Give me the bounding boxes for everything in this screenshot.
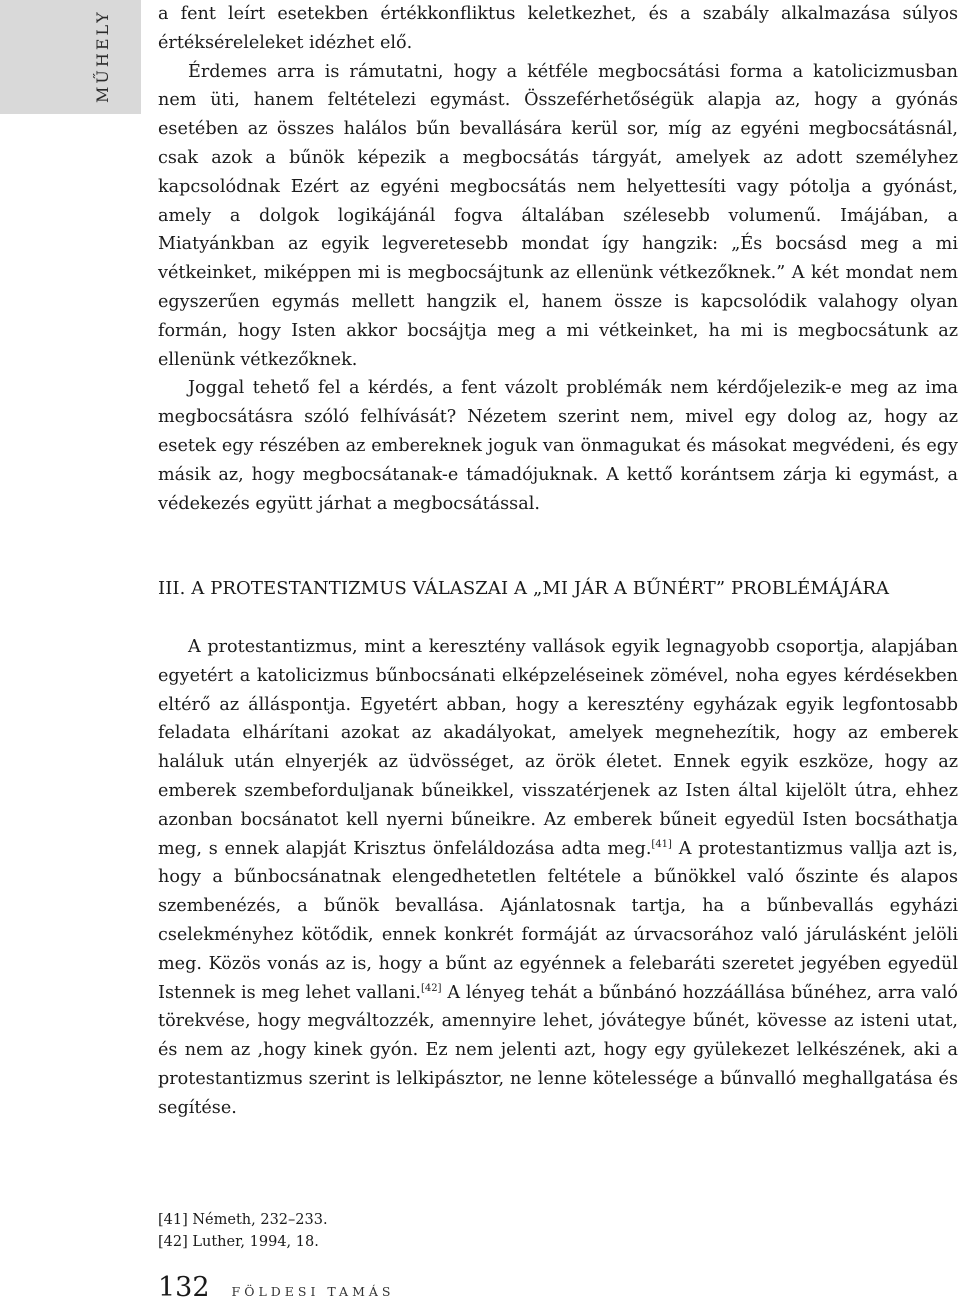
paragraph: Joggal tehető fel a kérdés, a fent vázolt problémák nem kérdőjelezik-e meg az ima megbocsátásra szóló felhívását? Nézetem szerint nem, mivel egy dolog az, hogy az esetek egy részében az embereknek joguk van önmagukat és másokat megvédeni, és egy másik az, hogy megbocsátanak-e támadójuknak. A kettő korántsem zárja ki egymást, a védekezés együtt járhat a megbocsátással. bbox=[158, 378, 958, 514]
footnote: [42] Luther, 1994, 18. bbox=[158, 1234, 319, 1250]
footnote-ref[interactable]: [41] bbox=[651, 838, 672, 850]
paragraph-text: A protestantizmus vallja azt is, hogy a bűnbocsánatnak elengedhetetlen feltétele a bűnökkel való őszinte és alapos szembenézés, a bűnök bevallása. Ajánlatosnak tartja, ha a bűnbevallás egyházi cselekményhez kötődik, ennek konkrét formáját az úrvacsorához való járulásként jelöli meg. Közös vonás az is, hogy a bűnt az egyénnek a felebaráti szeretet jegyében egyedül Istennek is meg lehet vallani. bbox=[158, 838, 958, 1003]
author-name: FÖLDESI TAMÁS bbox=[231, 1284, 395, 1299]
paragraph: a fent leírt esetekben értékkonfliktus keletkezhet, és a szabály alkalmazása súlyos értékséreleleket idézhet elő. bbox=[158, 4, 958, 53]
paragraph-text: A protestantizmus, mint a keresztény vallások egyik legnagyobb csoportja, alapjában egyetért a katolicizmus bűnbocsánati elképzeléseinek zömével, noha egyes kérdésekben eltérő az álláspontja. Egyetért abban, hogy a keresztény egyházak egyik legfontosabb feladata elhárítani azokat az akadályokat, amelyek megnehezítik, hogy az emberek haláluk után elnyerjék az üdvösséget, az örök életet. Ennek egyik eszköze, hogy az emberek szembeforduljanak bűneikkel, visszatérjenek az Isten által kijelölt útra, ehhez azonban bocsánatot kell nyerni bűneikre. Az emberek bűneit egyedül Isten bocsáthatja meg, s ennek alapját Krisztus önfeláldozása adta meg. bbox=[158, 637, 958, 859]
page-footer bbox=[158, 1272, 394, 1306]
section-tab bbox=[0, 0, 141, 114]
footnotes bbox=[158, 1209, 758, 1253]
section-body bbox=[158, 633, 958, 1123]
paragraph-text: A lényeg tehát a bűnbánó hozzáállása bűnéhez, arra való törekvése, hogy megváltozzék, amennyire lehet, jóvátegye bűnét, kövesse az isteni utat, és nem az ,hogy kinek gyón. Ez nem jelenti azt, hogy egy gyülekezet lelkészének, aki a protestantizmus szerint is lelkipásztor, ne lenne kötelessége a bűnvalló meghallgatása és segítése. bbox=[158, 982, 958, 1118]
section-heading: III. A PROTESTANTIZMUS VÁLASZAI A „MI JÁR A BŰNÉRT” PROBLÉMÁJÁRA bbox=[158, 578, 890, 599]
paragraph: Érdemes arra is rámutatni, hogy a kétféle megbocsátási forma a katolicizmusban nem üti, hanem feltételezi egymást. Összeférhetőségük alapja az, hogy a gyónás esetében az összes halálos bűn bevallására kerül sor, míg az egyéni megbocsátásnál, csak azok a bűnök képezik a megbocsátás tárgyát, amelyek az adott személyhez kapcsolódnak Ezért az egyéni megbocsátás nem helyettesíti vagy pótolja a gyónást, amely a dolgok logikájánál fogva általában szélesebb volumenű. Imájában, a Miatyánkban az egyik legveretesebb mondat így hangzik: „És bocsásd meg a mi vétkeinket, miképpen mi is megbocsájtunk az ellenünk vétkezőknek.” A két mondat nem egyszerűen egymás mellett hangzik el, hanem össze is kapcsolódik valahogy olyan formán, hogy Isten akkor bocsájtja meg a mi vétkeinket, ha mi is megbocsátunk az ellenünk vétkezőknek. bbox=[158, 61, 958, 370]
continuation-text bbox=[158, 0, 958, 518]
section-tab-label: MŰHELY bbox=[93, 9, 112, 103]
footnote: [41] Németh, 232–233. bbox=[158, 1212, 328, 1228]
page-number: 132 bbox=[158, 1272, 210, 1303]
footnote-ref[interactable]: [42] bbox=[421, 982, 442, 994]
paragraph bbox=[158, 633, 958, 1123]
